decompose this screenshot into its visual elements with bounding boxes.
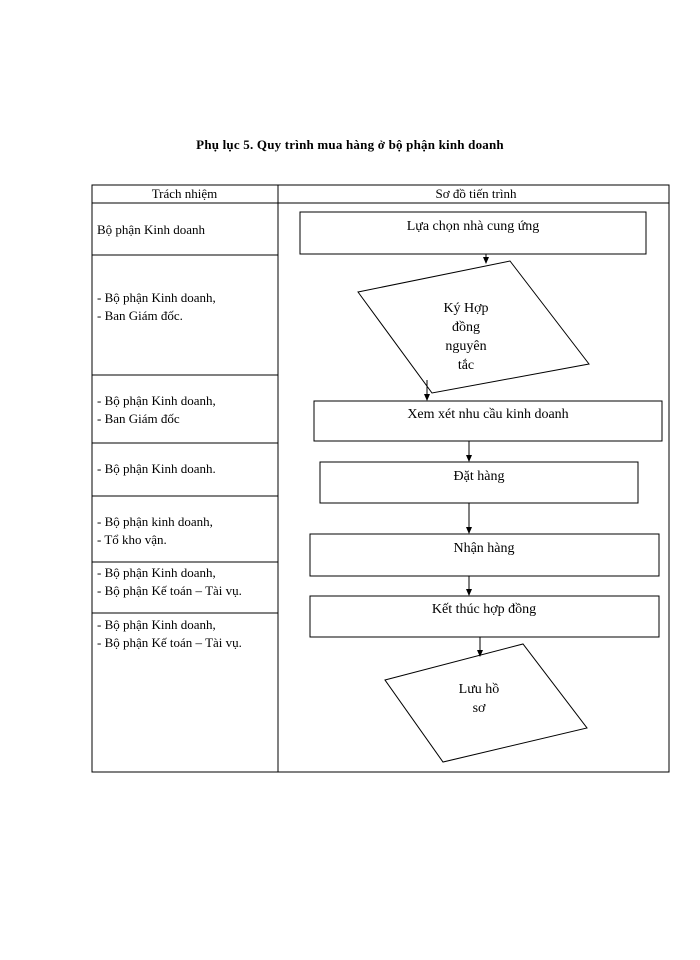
node-label-line: Đặt hàng <box>453 469 505 484</box>
responsibility-line: - Bộ phận Kế toán – Tài vụ. <box>97 635 242 650</box>
node-label-line: Lựa chọn nhà cung ứng <box>406 219 540 234</box>
responsibility-line: - Bộ phận Kinh doanh, <box>97 290 216 305</box>
responsibility-line: - Bộ phận Kinh doanh, <box>97 393 216 408</box>
node-label-line: Lưu hồ <box>458 682 500 697</box>
responsibility-line: - Bộ phận Kinh doanh, <box>97 617 216 632</box>
responsibility-line: - Ban Giám đốc <box>97 411 180 426</box>
responsibility-cell <box>97 564 277 600</box>
node-label-line: Xem xét nhu cầu kinh doanh <box>407 407 569 422</box>
node-label-line: tắc <box>457 358 475 373</box>
node-label-line: Nhận hàng <box>453 541 515 556</box>
node-label-line: Kết thúc hợp đồng <box>431 602 537 617</box>
node-label <box>421 299 511 375</box>
node-label <box>323 405 653 424</box>
node-label-line: nguyên <box>445 339 487 354</box>
node-label-line: sơ <box>472 701 486 716</box>
responsibility-cell <box>97 392 277 428</box>
responsibility-cell <box>97 289 277 325</box>
header-responsibility: Trách nhiệm <box>151 186 218 201</box>
node-label <box>379 467 579 486</box>
responsibility-line: - Tổ kho vận. <box>97 532 167 547</box>
responsibility-cell <box>97 616 277 652</box>
responsibility-line: Bộ phận Kinh doanh <box>97 222 205 237</box>
responsibility-line: - Bộ phận kinh doanh, <box>97 514 213 529</box>
page-title: Phụ lục 5. Quy trình mua hàng ở bộ phận kinh doanh <box>196 137 504 152</box>
node-label <box>384 539 584 558</box>
node-label <box>323 217 623 236</box>
responsibility-line: - Ban Giám đốc. <box>97 308 183 323</box>
responsibility-line: - Bộ phận Kinh doanh. <box>97 461 216 476</box>
responsibility-cell <box>97 221 277 239</box>
responsibility-line: - Bộ phận Kinh doanh, <box>97 565 216 580</box>
node-label <box>434 680 524 718</box>
responsibility-line: - Bộ phận Kế toán – Tài vụ. <box>97 583 242 598</box>
node-label <box>354 600 614 619</box>
node-label-line: đồng <box>452 320 480 335</box>
node-label-line: Ký Hợp <box>443 301 489 316</box>
header-process: Sơ đồ tiến trình <box>435 186 517 201</box>
responsibility-cell <box>97 460 277 478</box>
responsibility-cell <box>97 513 277 549</box>
